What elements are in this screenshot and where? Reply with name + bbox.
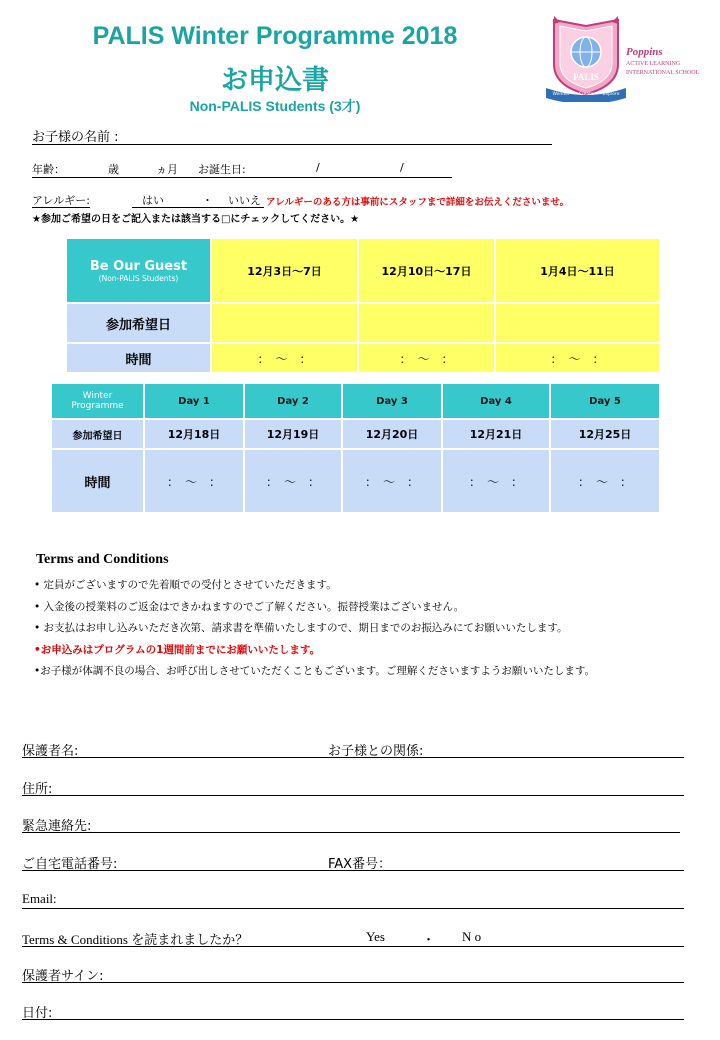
crest-text: PALIS	[573, 72, 599, 82]
winter-day-table	[50, 382, 661, 514]
time-input-cell[interactable]: ： ～ ：	[442, 449, 550, 513]
child-name-label: お子様の名前 :	[32, 130, 119, 145]
signature-row[interactable]	[22, 965, 684, 983]
day-date-cell[interactable]: 12月25日	[550, 419, 660, 449]
school-name-poppins: Poppins	[626, 46, 663, 58]
day-header: Day 4	[442, 383, 550, 419]
signature-label: 保護者サイン:	[22, 969, 104, 984]
date-separator: /	[316, 161, 320, 174]
address-row[interactable]	[22, 778, 684, 796]
day-date-cell[interactable]: 12月21日	[442, 419, 550, 449]
allergy-separator: ・	[202, 194, 213, 207]
day-header: Day 2	[244, 383, 342, 419]
row-label-time: 時間	[51, 449, 144, 513]
terms-read-row	[22, 929, 684, 947]
week-checkbox-cell[interactable]	[358, 303, 495, 343]
terms-read-label: Terms & Conditions を読まれましたか？	[22, 932, 249, 947]
school-logo	[546, 14, 716, 104]
terms-item: • 入金後の授業料のご返金はできかねますのでご了解ください。振替授業はございません。	[34, 600, 465, 613]
page-title: PALIS Winter Programme 2018	[92, 22, 458, 50]
guardian-name-row[interactable]	[22, 740, 684, 758]
emergency-label: 緊急連絡先:	[22, 819, 92, 834]
day-header: Day 1	[144, 383, 244, 419]
time-input-cell[interactable]: ： ～ ：	[495, 343, 660, 373]
time-input-cell[interactable]: ： ～ ：	[550, 449, 660, 513]
guest-week-table	[65, 237, 661, 374]
guest-title: Be Our Guest	[89, 258, 188, 274]
audience-label: Non-PALIS Students (3才)	[189, 98, 361, 114]
age-label: 年齢：	[32, 163, 65, 176]
terms-read-yes[interactable]: Yes	[366, 929, 385, 944]
time-input-cell[interactable]: ： ～ ：	[342, 449, 442, 513]
winter-title-2: Programme	[71, 401, 124, 411]
winter-table-header	[51, 383, 144, 419]
row-label-date: 参加希望日	[66, 303, 211, 343]
home-phone-label: ご自宅電話番号:	[22, 857, 118, 872]
age-months-unit: ヵ月	[156, 163, 178, 176]
birthday-label: お誕生日:	[198, 163, 246, 176]
school-name-line3: INTERNATIONAL SCHOOL	[626, 70, 700, 76]
allergy-row	[32, 192, 682, 208]
guest-table-header	[66, 238, 211, 303]
winter-title-1: Winter	[82, 391, 113, 401]
email-row[interactable]	[22, 891, 684, 909]
ribbon-word: Explore	[602, 92, 620, 97]
week-checkbox-cell[interactable]	[211, 303, 358, 343]
time-input-cell[interactable]: ： ～ ：	[244, 449, 342, 513]
row-label-time: 時間	[66, 343, 211, 373]
day-header: Day 3	[342, 383, 442, 419]
week-header: 12月3日～7日	[211, 238, 358, 303]
age-birthday-field[interactable]	[32, 161, 452, 178]
terms-read-no[interactable]: N o	[462, 929, 482, 944]
phone-fax-row[interactable]	[22, 853, 684, 871]
day-date-cell[interactable]: 12月20日	[342, 419, 442, 449]
fax-label: FAX番号：	[328, 857, 392, 872]
allergy-note: アレルギーのある方は事前にスタッフまで詳細をお伝えくださいませ。	[266, 197, 570, 208]
time-input-cell[interactable]: ： ～ ：	[358, 343, 495, 373]
child-name-field[interactable]	[32, 126, 552, 145]
terms-list	[34, 575, 704, 683]
terms-item: • お支払はお申し込みいただき次第、請求書を準備いたしますので、期日までのお振込みにてお願いいたします。	[34, 622, 568, 634]
day-date-cell[interactable]: 12月19日	[244, 419, 342, 449]
guardian-name-label: 保護者名:	[22, 744, 79, 759]
allergy-yes-option[interactable]: はい	[142, 194, 164, 207]
time-input-cell[interactable]: ： ～ ：	[211, 343, 358, 373]
allergy-no-option[interactable]: いいえ	[228, 194, 261, 207]
emergency-row[interactable]	[22, 815, 680, 833]
ribbon-word: Wonder	[552, 92, 570, 97]
crest-icon	[546, 14, 626, 102]
date-row[interactable]	[22, 1002, 684, 1020]
row-label-date: 参加希望日	[51, 419, 144, 449]
time-input-cell[interactable]: ： ～ ：	[144, 449, 244, 513]
age-years-unit: 歳	[108, 163, 119, 176]
terms-read-separator: ・	[422, 932, 436, 947]
school-name-line2: ACTIVE LEARNING	[626, 61, 681, 67]
instruction-text: ★参加ご希望の日をご記入または該当する□にチェックしてください。★	[32, 214, 360, 225]
week-checkbox-cell[interactable]	[495, 303, 660, 343]
date-label: 日付:	[22, 1006, 53, 1021]
address-label: 住所:	[22, 782, 53, 797]
guest-sub: (Non-PALIS Students)	[98, 273, 179, 283]
email-label: Email:	[22, 891, 57, 906]
allergy-underline	[132, 207, 264, 208]
allergy-label: アレルギー:	[32, 194, 90, 207]
week-header: 1月4日～11日	[495, 238, 660, 303]
day-date-cell[interactable]: 12月18日	[144, 419, 244, 449]
week-header: 12月10日～17日	[358, 238, 495, 303]
date-separator: /	[400, 161, 404, 174]
day-header: Day 5	[550, 383, 660, 419]
terms-heading: Terms and Conditions	[36, 552, 169, 567]
terms-item-deadline: •お申込みはプログラムの1週間前までにお願いいたします。	[34, 643, 321, 656]
terms-item: • 定員がございますので先着順での受付とさせていただきます。	[34, 579, 337, 591]
ribbon-word: Create	[578, 92, 594, 97]
relation-label: お子様との関係:	[328, 744, 424, 759]
form-subtitle: お申込書	[221, 65, 329, 96]
terms-item: •お子様が体調不良の場合、お呼び出しさせていただくこともございます。ご理解くださいますようお願いいたします。	[34, 665, 596, 677]
